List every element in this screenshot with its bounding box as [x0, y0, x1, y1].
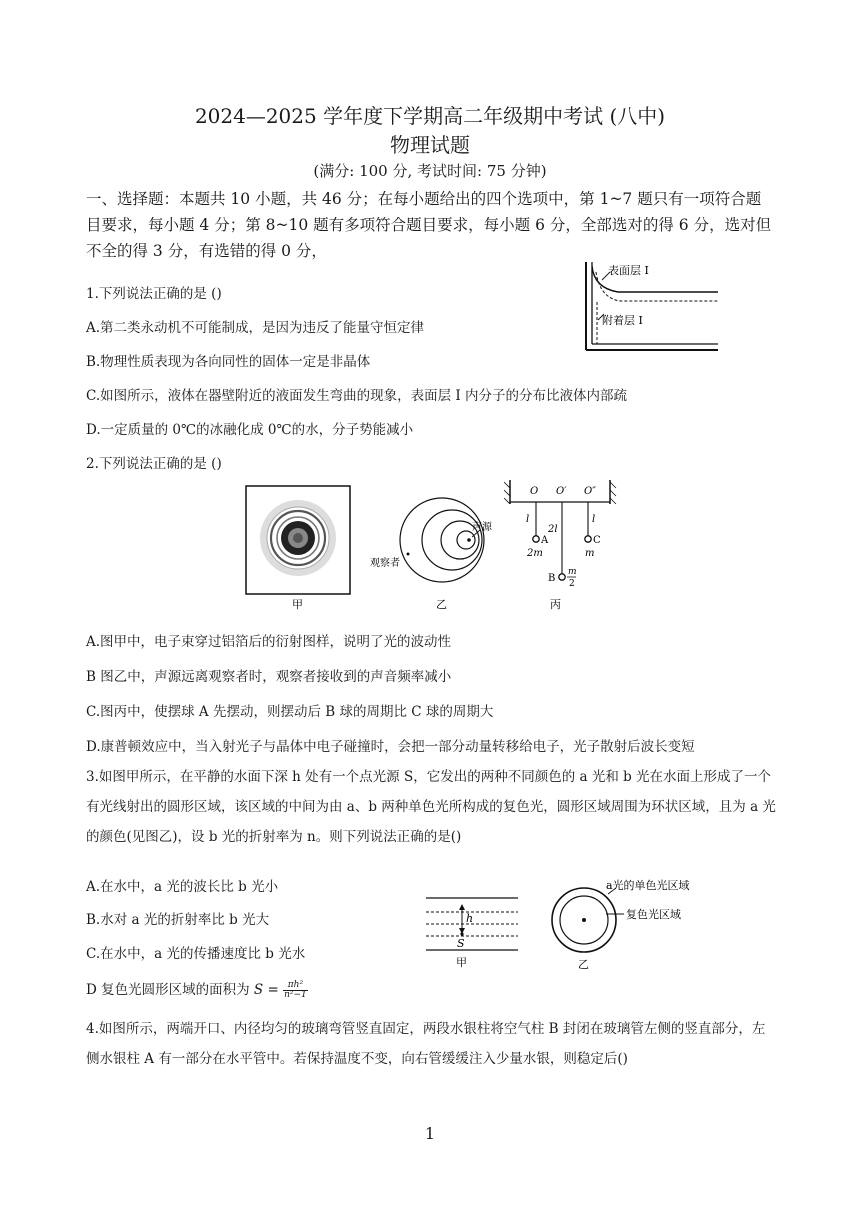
q2-fig-m: m [585, 548, 595, 559]
q3-fig-a-region: a光的单色光区域 [606, 879, 690, 892]
q2-fig-yi [370, 498, 493, 611]
q1-fig-label-surface: 表面层 I [608, 264, 649, 277]
q1-figure [580, 258, 725, 354]
q3-fig-jia-label: 甲 [456, 956, 467, 969]
q3-formula-num: πh² [283, 981, 308, 991]
q3-fig-mix-region: 复色光区域 [626, 908, 681, 921]
q3-option-c: C.在水中，a 光的传播速度比 b 光水 [86, 946, 306, 962]
q2-fig-jia-label: 甲 [292, 598, 303, 611]
q2-fig-O1: O′ [556, 486, 567, 497]
q2-fig-m-den: 2 [569, 579, 575, 589]
q3-fig-yi-label: 乙 [578, 958, 589, 971]
q2-fig-A: A [541, 535, 549, 546]
q3-figure-jia [424, 892, 520, 970]
q2-option-d: D.康普顿效应中，当入射光子与晶体中电子碰撞时，会把一部分动量转移给电子，光子散射后波长变短 [86, 739, 695, 755]
q2-stem: 2.下列说法正确的是 () [86, 456, 222, 472]
q2-option-a: A.图甲中，电子束穿过铝箔后的衍射图样，说明了光的波动性 [86, 634, 452, 650]
q3-option-d [86, 978, 308, 1000]
q3-fig-S: S [457, 937, 465, 950]
q2-fig-l-a: l [526, 514, 530, 525]
q3-formula-fraction [283, 981, 308, 1000]
q2-fig-B: B [548, 573, 556, 584]
q2-option-b: B 图乙中，声源远离观察者时，观察者接收到的声音频率减小 [86, 669, 452, 685]
exam-subject-title: 物理试题 [390, 133, 470, 157]
q2-fig-jia [246, 486, 350, 611]
q3-figure-yi [550, 874, 720, 972]
q1-option-c: C.如图所示，液体在器壁附近的液面发生弯曲的现象，表面层 I 内分子的分布比液体内部疏 [86, 388, 628, 404]
q1-option-d: D.一定质量的 0℃的冰融化成 0℃的水，分子势能减小 [86, 422, 414, 438]
q3-formula-lhs: S = [253, 982, 279, 998]
q2-fig-bing [504, 480, 616, 611]
q2-fig-O2: O″ [584, 486, 596, 497]
exam-info: (满分: 100 分, 考试时间: 75 分钟) [313, 162, 547, 180]
q2-fig-l-c: l [592, 514, 596, 525]
q3-fig-h: h [466, 912, 474, 925]
q2-figures [246, 474, 626, 614]
q2-fig-2l: 2l [548, 524, 558, 535]
q3-option-d-prefix: D 复色光圆形区域的面积为 [86, 982, 254, 998]
q1-option-b: B.物理性质表现为各向同性的固体一定是非晶体 [86, 354, 371, 370]
q4-stem: 4.如图所示，两端开口、内径均匀的玻璃弯管竖直固定，两段水银柱将空气柱 B 封闭在玻璃管左侧的竖直部分，左侧水银柱 A 有一部分在水平管中。若保持温度不变，向右管缓缓注入少量水银，则稳定后() [86, 1021, 766, 1067]
q3-option-a: A.在水中，a 光的波长比 b 光小 [86, 879, 279, 895]
section-intro: 一、选择题：本题共 10 小题，共 46 分；在每小题给出的四个选项中，第 1~7 题只有一项符合题目要求，每小题 4 分；第 8~10 题有多项符合题目要求，每小题 6 分，全部选对的得 6 分，选对但不全的得 3 分，有选错的得 0 分， [86, 190, 772, 260]
page-number: 1 [424, 1124, 436, 1143]
q2-fig-yi-label: 乙 [436, 598, 447, 611]
q2-fig-observer: 观察者 [370, 558, 400, 569]
q1-stem: 1.下列说法正确的是 () [86, 286, 222, 302]
exam-title: 2024—2025 学年度下学期高二年级期中考试 (八中) [194, 104, 666, 128]
q2-fig-source: 声源 [472, 522, 492, 533]
q2-fig-bing-label: 丙 [550, 598, 561, 611]
q2-option-c: C.图丙中，使摆球 A 先摆动，则摆动后 B 球的周期比 C 球的周期大 [86, 704, 494, 720]
q2-fig-C: C [593, 535, 601, 546]
q2-fig-m-num: m [568, 567, 577, 577]
q2-fig-O: O [530, 486, 539, 497]
q1-fig-label-attach: 附着层 I [602, 314, 643, 327]
q1-option-a: A.第二类永动机不可能制成，是因为违反了能量守恒定律 [86, 320, 425, 336]
q3-formula-den: n²−1 [284, 990, 307, 1000]
q3-stem: 3.如图甲所示，在平静的水面下深 h 处有一个点光源 S，它发出的两种不同颜色的 a 光和 b 光在水面上形成了一个有光线射出的圆形区域，该区域的中间为由 a、b 两种单色光所构成的复色光，圆形区域周围为环状区域，且为 a 光的颜色(见图乙)，设 b 光的折射率为 n。则下列说法正确的是() [86, 769, 776, 845]
q2-fig-2m: 2m [527, 548, 543, 559]
q3-option-b: B.水对 a 光的折射率比 b 光大 [86, 912, 270, 928]
